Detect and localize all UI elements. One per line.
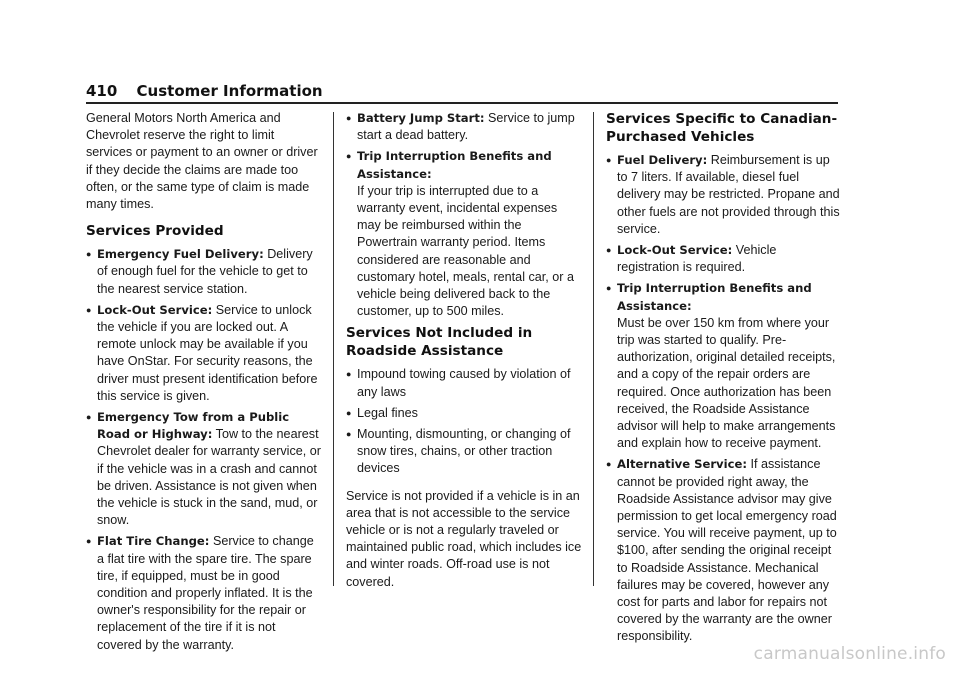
item-term: Battery Jump Start: (357, 111, 485, 125)
bullet-icon: ● (606, 283, 612, 294)
section-title: Customer Information (136, 82, 323, 100)
services-provided-list-continued (346, 110, 582, 320)
item-text: Tow to the nearest Chevrolet dealer for warranty service, or if the vehicle was in a crash and cannot be driven. Assistance is not given when the vehicle is stuck in the sand, mud, or snow. (97, 427, 321, 528)
list-item (86, 302, 322, 405)
item-text: If assistance cannot be provided right away, the Roadside Assistance advisor may give permission to get local emergency road service. You will receive payment, up to $100, after sending the original receipt to Roadside Assistance. Mechanical failures may be covered, however any cost for parts and labor for repairs not covered by the warranty are the owner responsibility. (617, 457, 837, 644)
bullet-icon: ● (346, 407, 352, 418)
item-text: Impound towing caused by violation of any laws (357, 367, 571, 399)
list-item (606, 456, 842, 645)
bullet-icon: ● (606, 155, 612, 165)
bullet-icon: ● (346, 369, 352, 380)
item-term: Lock-Out Service: (617, 243, 733, 258)
not-included-list (346, 366, 582, 477)
intro-paragraph: General Motors North America and Chevrolet reserve the right to limit services or payment to an owner or driver if they decide the claims are made too often, or the same type of claim is made many times. (86, 111, 318, 212)
column-divider-2 (593, 112, 594, 586)
column-2 (346, 110, 582, 600)
item-text: Delivery of enough fuel for the vehicle to get to the nearest service station. (97, 247, 313, 296)
item-text: Legal fines (357, 405, 418, 420)
services-provided-list (86, 246, 322, 654)
list-item (606, 280, 842, 452)
list-item (86, 409, 322, 529)
item-term: Alternative Service: (617, 457, 747, 472)
list-item (346, 426, 582, 478)
list-item (86, 246, 322, 298)
bullet-icon: ● (86, 412, 92, 423)
item-text: Service to jump start a dead battery. (357, 111, 575, 143)
item-text: Service to change a flat tire with the spare tire. The spare tire, if equipped, must be in good condition and properly inflated. It is the owner's responsibility for the repair or replacement of the tire if it is not covered by the warranty. (97, 534, 314, 652)
item-term: Trip Interruption Benefits and Assistance: (357, 149, 552, 181)
not-covered-paragraph: Service is not provided if a vehicle is in an area that is not accessible to the service vehicle or is not a regularly traveled or maintained public road, which includes ice and winter roads. Off-road use is not covered. (346, 488, 582, 589)
list-item (346, 110, 582, 144)
bullet-icon: ● (86, 249, 92, 260)
list-item (86, 533, 322, 653)
column-1 (86, 110, 322, 658)
list-item (346, 366, 582, 400)
column-3 (606, 110, 842, 650)
list-item (346, 148, 582, 320)
item-term: Flat Tire Change: (97, 534, 210, 549)
bullet-icon: ● (86, 304, 92, 315)
item-term: Trip Interruption Benefits and Assistance: (617, 281, 812, 313)
item-term: Emergency Tow from a Public Road or Highway: (97, 410, 290, 442)
bullet-icon: ● (346, 151, 352, 162)
page-header (86, 82, 838, 100)
item-term: Fuel Delivery: (617, 153, 708, 167)
list-item (606, 152, 842, 238)
item-text: Mounting, dismounting, or changing of snow tires, chains, or other traction devices (357, 427, 571, 476)
services-provided-heading: Services Provided (86, 223, 224, 240)
bullet-icon: ● (606, 245, 612, 256)
canadian-services-heading: Services Specific to Canadian-Purchased Vehicles (606, 111, 838, 145)
bullet-icon: ● (346, 429, 352, 440)
item-text: Vehicle registration is required. (617, 243, 777, 275)
bullet-icon: ● (606, 459, 612, 470)
item-text: Reimbursement is up to 7 liters. If available, diesel fuel delivery may be restricted. Propane and other fuels are not provided through this service. (617, 153, 840, 236)
list-item (346, 405, 582, 422)
column-divider-1 (333, 112, 334, 586)
item-text: If your trip is interrupted due to a warranty event, incidental expenses may be reimbursed within the Powertrain warranty period. Items considered are reasonable and customary hotel, meals, rental car, or a vehicle being delivered back to the customer, up to 500 miles. (357, 183, 574, 319)
not-included-heading: Services Not Included in Roadside Assistance (346, 325, 533, 360)
list-item (606, 242, 842, 276)
header-divider (86, 102, 838, 104)
bullet-icon: ● (346, 113, 352, 123)
item-text: Must be over 150 km from where your trip was started to qualify. Pre-authorization, original detailed receipts, and a copy of the repair orders are required. Once authorization has been received, the Roadside Assistance advisor will help to make arrangements and explain how to receive payment. (617, 315, 836, 451)
canadian-services-list (606, 152, 842, 646)
item-term: Emergency Fuel Delivery: (97, 247, 264, 262)
watermark: carmanualsonline.info (753, 644, 946, 664)
page-number: 410 (86, 82, 118, 100)
item-text: Service to unlock the vehicle if you are locked out. A remote unlock may be available if you have OnStar. For security reasons, the driver must present identification before this service is given. (97, 302, 318, 403)
item-term: Lock-Out Service: (97, 302, 213, 317)
bullet-icon: ● (86, 536, 92, 547)
